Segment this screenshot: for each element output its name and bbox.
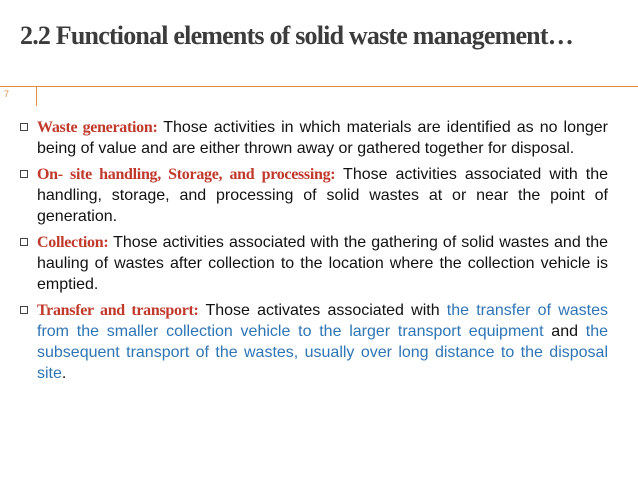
square-bullet-icon <box>20 306 28 314</box>
slide-number: 7 <box>4 89 10 99</box>
bullet-transfer-transport <box>18 300 608 384</box>
bullet-term: On- site handling, Storage, and processing: <box>37 166 336 183</box>
bullet-list <box>18 117 608 389</box>
bullet-text: . <box>61 365 67 382</box>
slide-title: 2.2 Functional elements of solid waste management… <box>20 21 573 50</box>
bullet-text: Those activities associated with the handling, storage, and processing of solid wastes at or near the point of generation. <box>37 166 609 225</box>
bullet-collection <box>18 232 608 295</box>
header-divider <box>0 86 638 87</box>
square-bullet-icon <box>20 123 28 131</box>
bullet-term: Transfer and transport: <box>37 302 199 319</box>
bullet-text: Those activities associated with the gathering of solid wastes and the hauling of wastes after collection to the location where the collection vehicle is emptied. <box>37 234 608 293</box>
bullet-text: Those activities in which materials are identified as no longer being of value and are either thrown away or gathered together for disposal. <box>37 119 609 157</box>
slide-number-divider <box>36 86 37 106</box>
bullet-waste-generation <box>18 117 608 159</box>
bullet-text: Those activates associated with <box>198 302 447 319</box>
bullet-onsite-handling <box>18 164 608 227</box>
bullet-highlight-text: the subsequent transport of the wastes, usually over long distance to the disposal site <box>37 323 609 382</box>
square-bullet-icon <box>20 238 28 246</box>
bullet-text: and <box>543 323 586 340</box>
bullet-term: Waste generation: <box>37 119 158 136</box>
square-bullet-icon <box>20 170 28 178</box>
bullet-highlight-text: the transfer of wastes from the smaller collection vehicle to the larger transport equipment <box>37 302 608 340</box>
bullet-term: Collection: <box>37 234 109 251</box>
